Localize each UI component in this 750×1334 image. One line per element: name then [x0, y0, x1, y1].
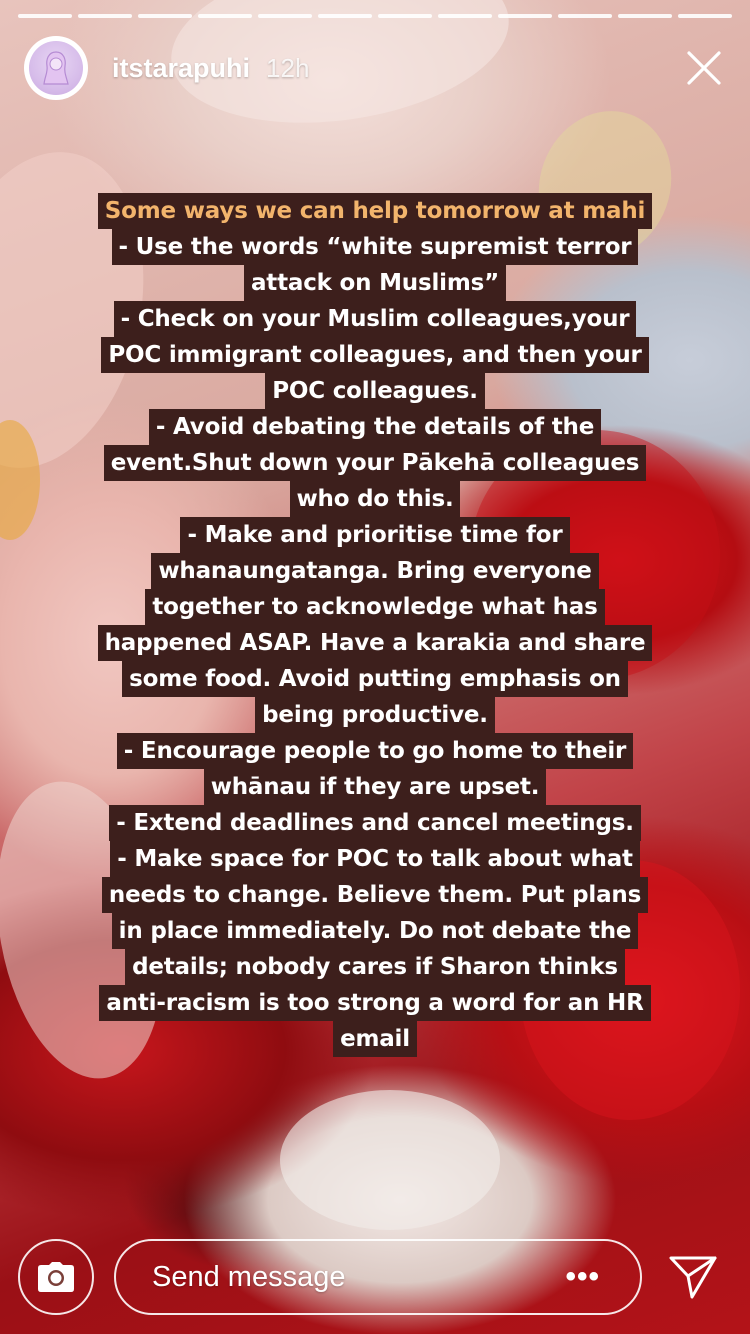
story-progress-segment	[18, 14, 72, 18]
text-line-row	[60, 697, 690, 733]
text-line-row	[60, 949, 690, 985]
text-line-row	[60, 517, 690, 553]
text-line-row	[60, 373, 690, 409]
profile-illustration-icon	[29, 41, 83, 95]
post-time: 12h	[266, 52, 310, 83]
story-text-line: - Check on your Muslim colleagues,your	[114, 301, 637, 337]
text-line-row	[60, 229, 690, 265]
text-line-row	[60, 661, 690, 697]
text-line-row	[60, 913, 690, 949]
story-text-line: together to acknowledge what has	[145, 589, 604, 625]
story-text-line: happened ASAP. Have a karakia and share	[98, 625, 653, 661]
username[interactable]: itstarapuhi	[112, 52, 251, 83]
story-progress-segment	[678, 14, 732, 18]
story-text-line: being productive.	[255, 697, 495, 733]
story-text-line: anti-racism is too strong a word for an HR	[99, 985, 650, 1021]
text-line-row	[60, 337, 690, 373]
camera-icon	[37, 1261, 75, 1293]
text-line-row	[60, 985, 690, 1021]
story-progress-segment	[378, 14, 432, 18]
story-progress-segment	[498, 14, 552, 18]
text-line-row	[60, 193, 690, 229]
background-petal	[280, 1090, 500, 1230]
text-line-row	[60, 877, 690, 913]
story-text-line: in place immediately. Do not debate the	[112, 913, 639, 949]
send-icon	[668, 1254, 718, 1300]
story-text-overlay	[60, 193, 690, 1057]
story-text-line: POC immigrant colleagues, and then your	[101, 337, 648, 373]
text-line-row	[60, 1021, 690, 1057]
text-line-row	[60, 445, 690, 481]
story-text-line: - Make space for POC to talk about what	[110, 841, 640, 877]
story-text-line: whānau if they are upset.	[204, 769, 547, 805]
more-options-button[interactable]: •••	[565, 1260, 600, 1293]
avatar[interactable]	[24, 36, 88, 100]
text-line-row	[60, 265, 690, 301]
text-line-row	[60, 733, 690, 769]
text-line-row	[60, 625, 690, 661]
story-text-line: details; nobody cares if Sharon thinks	[125, 949, 625, 985]
story-text-line: event.Shut down your Pākehā colleagues	[104, 445, 646, 481]
text-line-row	[60, 841, 690, 877]
story-text-line: POC colleagues.	[265, 373, 484, 409]
story-progress-bar	[18, 14, 732, 18]
story-text-line: some food. Avoid putting emphasis on	[122, 661, 628, 697]
story-progress-segment	[618, 14, 672, 18]
story-text-line: who do this.	[290, 481, 461, 517]
story-text-line: whanaungatanga. Bring everyone	[151, 553, 598, 589]
story-text-line: - Avoid debating the details of the	[149, 409, 601, 445]
story-progress-segment	[558, 14, 612, 18]
send-button[interactable]	[664, 1248, 722, 1306]
story-progress-segment	[258, 14, 312, 18]
text-line-row	[60, 481, 690, 517]
story-text-line: - Use the words “white supremist terror	[112, 229, 639, 265]
story-progress-segment	[78, 14, 132, 18]
story-progress-segment	[318, 14, 372, 18]
text-line-row	[60, 589, 690, 625]
story-progress-segment	[438, 14, 492, 18]
story-header	[24, 36, 726, 100]
close-icon[interactable]	[682, 46, 726, 90]
camera-button[interactable]	[18, 1239, 94, 1315]
story-text-line: email	[333, 1021, 417, 1057]
send-message-input[interactable]	[114, 1239, 642, 1315]
story-progress-segment	[138, 14, 192, 18]
story-heading-text: Some ways we can help tomorrow at mahi	[98, 193, 652, 229]
story-text-line: - Encourage people to go home to their	[117, 733, 633, 769]
story-text-line: - Extend deadlines and cancel meetings.	[109, 805, 641, 841]
text-line-row	[60, 805, 690, 841]
story-text-line: - Make and prioritise time for	[180, 517, 569, 553]
story-text-line: attack on Muslims”	[244, 265, 506, 301]
text-line-row	[60, 769, 690, 805]
story-progress-segment	[198, 14, 252, 18]
text-line-row	[60, 409, 690, 445]
send-message-placeholder: Send message	[152, 1260, 346, 1293]
text-line-row	[60, 553, 690, 589]
text-line-row	[60, 301, 690, 337]
story-text-line: needs to change. Believe them. Put plans	[102, 877, 648, 913]
story-reply-bar	[0, 1236, 750, 1320]
